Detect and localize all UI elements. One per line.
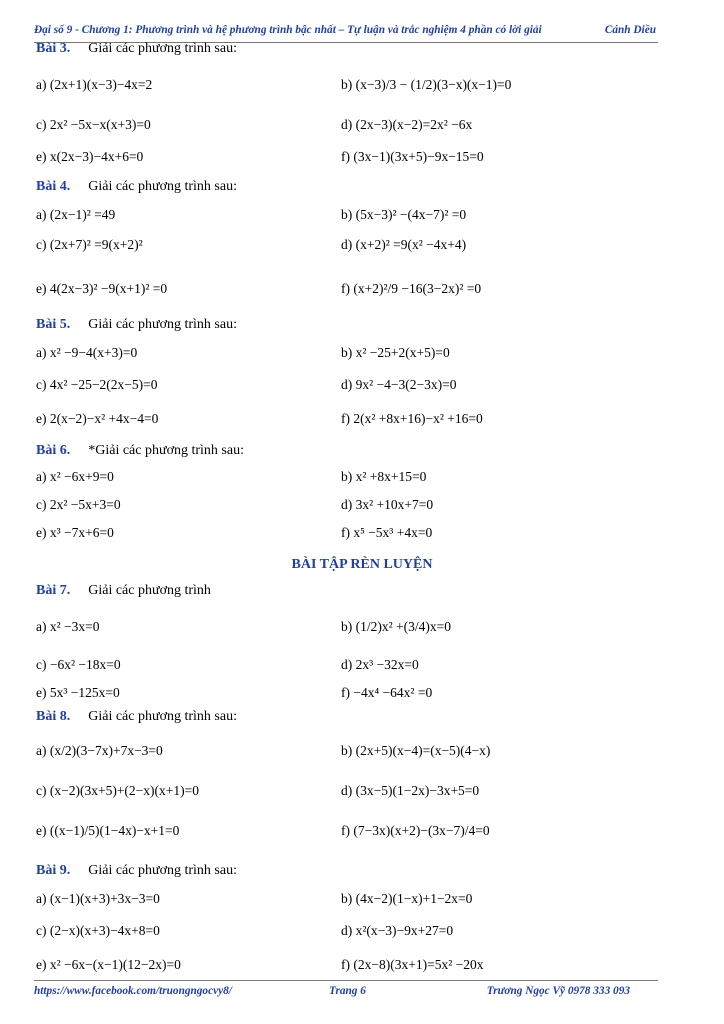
page-footer bbox=[34, 980, 658, 1005]
equation: a) (2x+1)(x−3)−4x=2 bbox=[36, 77, 153, 92]
equation: d) 9x² −4−3(2−3x)=0 bbox=[341, 377, 457, 392]
section-title: BÀI TẬP RÈN LUYỆN bbox=[291, 557, 433, 572]
exercise-heading bbox=[36, 40, 237, 58]
exercise-label: Bài 3. bbox=[36, 41, 71, 56]
equation: f) x⁵ −5x³ +4x=0 bbox=[341, 525, 433, 540]
equation: a) x² −9−4(x+3)=0 bbox=[36, 345, 138, 360]
equation: b) (x−3)/3 − (1/2)(3−x)(x−1)=0 bbox=[341, 77, 512, 92]
equation: d) (2x−3)(x−2)=2x² −6x bbox=[341, 117, 473, 132]
exercise-heading bbox=[36, 178, 237, 196]
equation: c) 4x² −25−2(2x−5)=0 bbox=[36, 377, 158, 392]
equation: a) x² −6x+9=0 bbox=[36, 469, 114, 484]
equation: e) x² −6x−(x−1)(12−2x)=0 bbox=[36, 957, 181, 972]
equation: e) 5x³ −125x=0 bbox=[36, 685, 120, 700]
exercise-instruction: Giải các phương trình sau: bbox=[88, 863, 237, 878]
exercise-instruction: Giải các phương trình bbox=[88, 583, 211, 598]
equation: f) (7−3x)(x+2)−(3x−7)/4=0 bbox=[341, 823, 490, 838]
equation: a) (2x−1)² =49 bbox=[36, 207, 116, 222]
equation: c) 2x² −5x+3=0 bbox=[36, 497, 121, 512]
equation: c) (x−2)(3x+5)+(2−x)(x+1)=0 bbox=[36, 783, 200, 798]
equation: a) (x−1)(x+3)+3x−3=0 bbox=[36, 891, 160, 906]
exercise-instruction: Giải các phương trình sau: bbox=[88, 41, 237, 56]
equation: a) x² −3x=0 bbox=[36, 619, 100, 634]
equation: e) x³ −7x+6=0 bbox=[36, 525, 114, 540]
equation: c) (2−x)(x+3)−4x+8=0 bbox=[36, 923, 160, 938]
equation: f) (3x−1)(3x+5)−9x−15=0 bbox=[341, 149, 484, 164]
equation: d) x²(x−3)−9x+27=0 bbox=[341, 923, 454, 938]
equation: f) (2x−8)(3x+1)=5x² −20x bbox=[341, 957, 484, 972]
exercise-label: Bài 5. bbox=[36, 317, 71, 332]
exercise-label: Bài 4. bbox=[36, 179, 71, 194]
equation: d) (3x−5)(1−2x)−3x+5=0 bbox=[341, 783, 480, 798]
exercise-heading bbox=[36, 862, 237, 880]
equation: b) (5x−3)² −(4x−7)² =0 bbox=[341, 207, 467, 222]
equation: a) (x/2)(3−7x)+7x−3=0 bbox=[36, 743, 163, 758]
equation: e) 2(x−2)−x² +4x−4=0 bbox=[36, 411, 159, 426]
exercise-label: Bài 8. bbox=[36, 709, 71, 724]
equation: f) 2(x² +8x+16)−x² +16=0 bbox=[341, 411, 483, 426]
header-series: Cánh Diều bbox=[604, 24, 656, 36]
equation: b) x² −25+2(x+5)=0 bbox=[341, 345, 450, 360]
equation: c) (2x+7)² =9(x+2)² bbox=[36, 237, 143, 252]
equation: c) −6x² −18x=0 bbox=[36, 657, 121, 672]
equation: e) ((x−1)/5)(1−4x)−x+1=0 bbox=[36, 823, 180, 838]
exercise-label: Bài 7. bbox=[36, 583, 71, 598]
exercise-label: Bài 6. bbox=[36, 443, 71, 458]
exercise-instruction: Giải các phương trình sau: bbox=[88, 709, 237, 724]
equation: d) (x+2)² =9(x² −4x+4) bbox=[341, 237, 467, 252]
equation: b) (1/2)x² +(3/4)x=0 bbox=[341, 619, 452, 634]
footer-link[interactable]: https://www.facebook.com/truongngocvy8/ bbox=[34, 985, 232, 997]
exercise-instruction: Giải các phương trình sau: bbox=[88, 179, 237, 194]
exercise-instruction: *Giải các phương trình sau: bbox=[88, 443, 244, 458]
equation: d) 3x² +10x+7=0 bbox=[341, 497, 434, 512]
header-title: Đại số 9 - Chương 1: Phương trình và hệ phương trình bậc nhất – Tự luận và trắc nghiệm 4 phần có lời giải bbox=[34, 24, 542, 36]
equation: d) 2x³ −32x=0 bbox=[341, 657, 419, 672]
exercise-label: Bài 9. bbox=[36, 863, 71, 878]
exercise-heading bbox=[36, 582, 211, 600]
equation: e) 4(2x−3)² −9(x+1)² =0 bbox=[36, 281, 168, 296]
equation: f) (x+2)²/9 −16(3−2x)² =0 bbox=[341, 281, 482, 296]
equation: f) −4x⁴ −64x² =0 bbox=[341, 685, 433, 700]
exercise-heading bbox=[36, 442, 244, 460]
equation: b) (4x−2)(1−x)+1−2x=0 bbox=[341, 891, 473, 906]
exercise-heading bbox=[36, 708, 237, 726]
page-number: Trang 6 bbox=[329, 985, 366, 997]
footer-author: Trương Ngọc Vỹ 0978 333 093 bbox=[486, 985, 630, 997]
exercise-heading bbox=[36, 316, 237, 334]
equation: c) 2x² −5x−x(x+3)=0 bbox=[36, 117, 151, 132]
equation: b) (2x+5)(x−4)=(x−5)(4−x) bbox=[341, 743, 491, 758]
equation: e) x(2x−3)−4x+6=0 bbox=[36, 149, 144, 164]
exercise-instruction: Giải các phương trình sau: bbox=[88, 317, 237, 332]
equation: b) x² +8x+15=0 bbox=[341, 469, 427, 484]
